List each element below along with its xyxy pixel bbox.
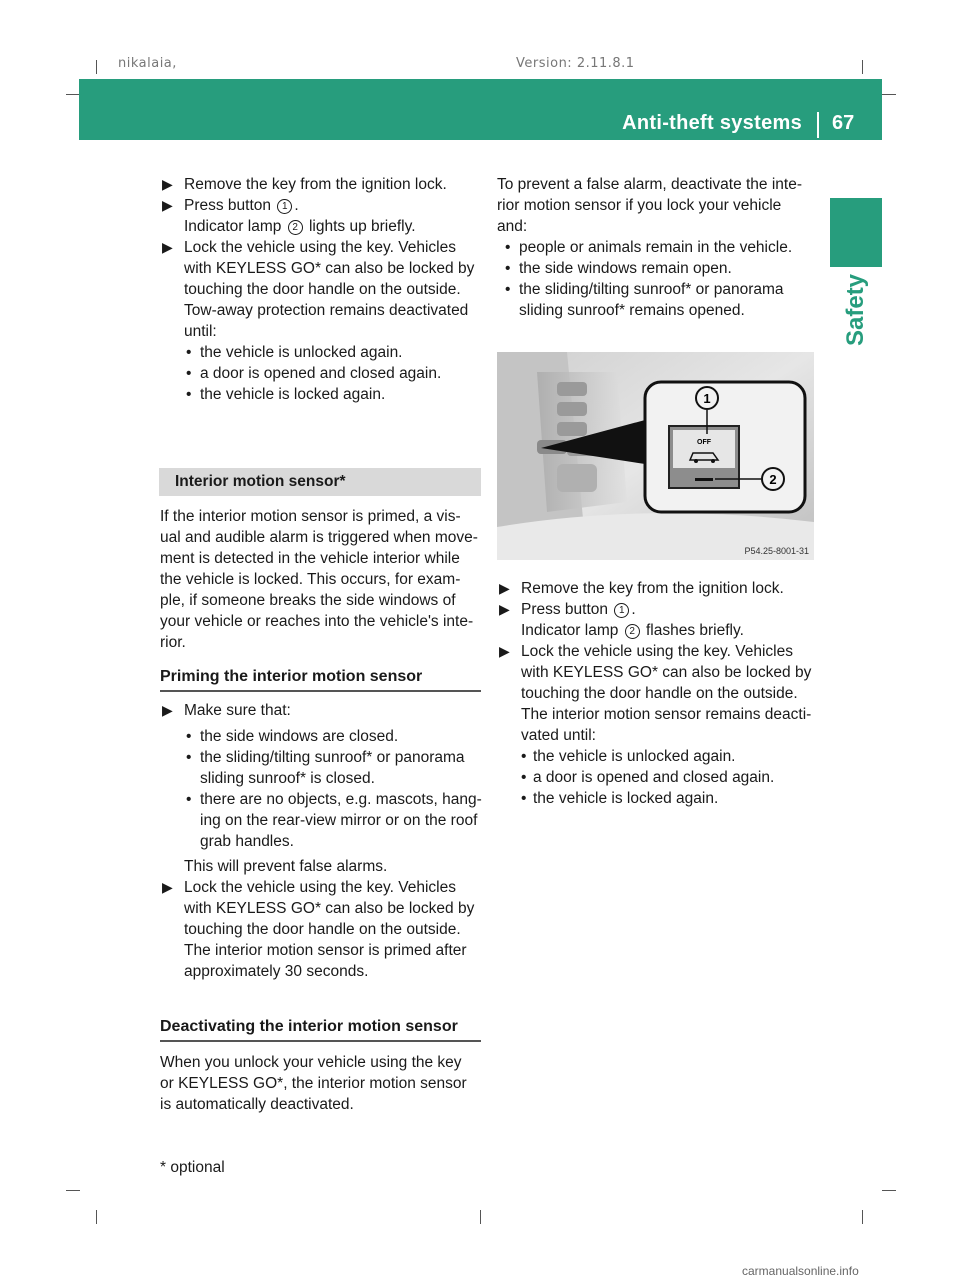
callout-1-label: 1: [703, 391, 711, 406]
off-label: OFF: [697, 439, 711, 446]
step-item: ▶ Remove the key from the ignition lock.: [162, 176, 447, 193]
crop-mark: [882, 94, 896, 95]
section-tab-label: Safety: [842, 273, 869, 346]
bullet-item: • people or animals remain in the vehicle.: [505, 239, 793, 256]
section-tab-block: [830, 198, 882, 267]
right-column-top: To prevent a false alarm, deactivate the inte- rior motion sensor if you lock your vehicle and: • people or animals remain in the vehicle. • the side windows remain open. • the sliding/tilting sunroof* or panorama sliding sunroof* remains opened.: [497, 174, 819, 321]
arrow-icon: ▶: [162, 197, 173, 213]
bullet-item: • a door is opened and closed again.: [186, 365, 442, 382]
crop-mark: [882, 1190, 896, 1191]
crop-mark: [66, 94, 80, 95]
left-column-top: [162, 174, 482, 405]
step-item: ▶ Press button 1 . Indicator lamp 2 flashes briefly.: [499, 601, 744, 639]
callout-2-icon: 2: [288, 220, 303, 235]
section-heading-box: [159, 468, 481, 496]
step-item: ▶ Lock the vehicle using the key. Vehicles with KEYLESS GO* can also be locked by touching the door handle on the outside. The interior motion sensor is primed after approximately 30 seconds.: [162, 879, 475, 980]
crop-mark: [480, 1210, 481, 1224]
callout-2-label: 2: [769, 472, 777, 487]
priming-steps: [162, 700, 482, 982]
arrow-icon: ▶: [499, 601, 510, 617]
header-separator: [817, 112, 819, 138]
right-column-steps: [499, 578, 819, 809]
step-item: ▶ Lock the vehicle using the key. Vehicles with KEYLESS GO* can also be locked by touching the door handle on the outside. The interior motion sensor remains deacti- vated until:: [499, 643, 812, 744]
arrow-icon: ▶: [162, 176, 173, 192]
bullet-item: • the side windows remain open.: [505, 260, 732, 277]
crop-mark: [862, 1210, 863, 1224]
callout-1-icon: 1: [277, 199, 292, 214]
overhead-control-panel-figure: [497, 352, 814, 560]
watermark: carmanualsonline.info: [742, 1264, 859, 1278]
crop-mark: [862, 60, 863, 74]
subheading-deactivating: Deactivating the interior motion sensor: [160, 1018, 458, 1035]
step-item: ▶ Lock the vehicle using the key. Vehicles with KEYLESS GO* can also be locked by touching the door handle on the outside. Tow-away protection remains deactivated until:: [162, 239, 475, 340]
arrow-icon: ▶: [162, 879, 173, 895]
arrow-icon: ▶: [162, 702, 173, 718]
top-left-text: nikalaia,: [118, 56, 177, 71]
page-title: Anti-theft systems: [622, 112, 802, 134]
bullet-item: • there are no objects, e.g. mascots, hang- ing on the rear-view mirror or on the roof grab handles.: [186, 791, 482, 850]
arrow-icon: ▶: [499, 580, 510, 596]
step-item: ▶ Make sure that:: [162, 702, 291, 719]
figure-code: P54.25-8001-31: [744, 546, 809, 556]
footnote: * optional: [160, 1159, 225, 1176]
subheading-rule: [160, 690, 481, 692]
bullet-item: • the sliding/tilting sunroof* or panorama sliding sunroof* is closed.: [186, 749, 465, 787]
section-heading: Interior motion sensor*: [175, 473, 346, 490]
bullet-item: • the vehicle is locked again.: [521, 790, 719, 807]
arrow-icon: ▶: [499, 643, 510, 659]
bullet-item: • a door is opened and closed again.: [521, 769, 775, 786]
bullet-item: • the vehicle is unlocked again.: [521, 748, 736, 765]
step-item: ▶ Remove the key from the ignition lock.: [499, 580, 784, 597]
bullet-item: • the sliding/tilting sunroof* or panorama sliding sunroof* remains opened.: [505, 281, 784, 319]
callout-2-icon: 2: [625, 624, 640, 639]
crop-mark: [96, 60, 97, 74]
callout-1-icon: 1: [614, 603, 629, 618]
bullet-item: • the vehicle is unlocked again.: [186, 344, 403, 361]
bullet-item: • the side windows are closed.: [186, 728, 399, 745]
crop-mark: [96, 1210, 97, 1224]
top-center-text: Version: 2.11.8.1: [516, 56, 635, 71]
subheading-priming: Priming the interior motion sensor: [160, 668, 423, 685]
subheading-rule: [160, 1040, 481, 1042]
intro-paragraph: If the interior motion sensor is primed, a vis- ual and audible alarm is triggered when move- ment is detected in the vehicle interior while the vehicle is locked. This occurs, for exam- ple, if someone breaks the side windows of your vehicle or reaches into the vehicle's inte- rior.: [160, 508, 478, 651]
arrow-icon: ▶: [162, 239, 173, 255]
prevent-note: This will prevent false alarms.: [184, 858, 388, 875]
crop-mark: [66, 1190, 80, 1191]
bullet-item: • the vehicle is locked again.: [186, 386, 386, 403]
step-item: ▶ Press button 1 . Indicator lamp 2 lights up briefly.: [162, 197, 416, 235]
page-number: 67: [832, 112, 855, 134]
deactivate-paragraph: When you unlock your vehicle using the key or KEYLESS GO*, the interior motion sensor is automatically deactivated.: [160, 1054, 467, 1113]
